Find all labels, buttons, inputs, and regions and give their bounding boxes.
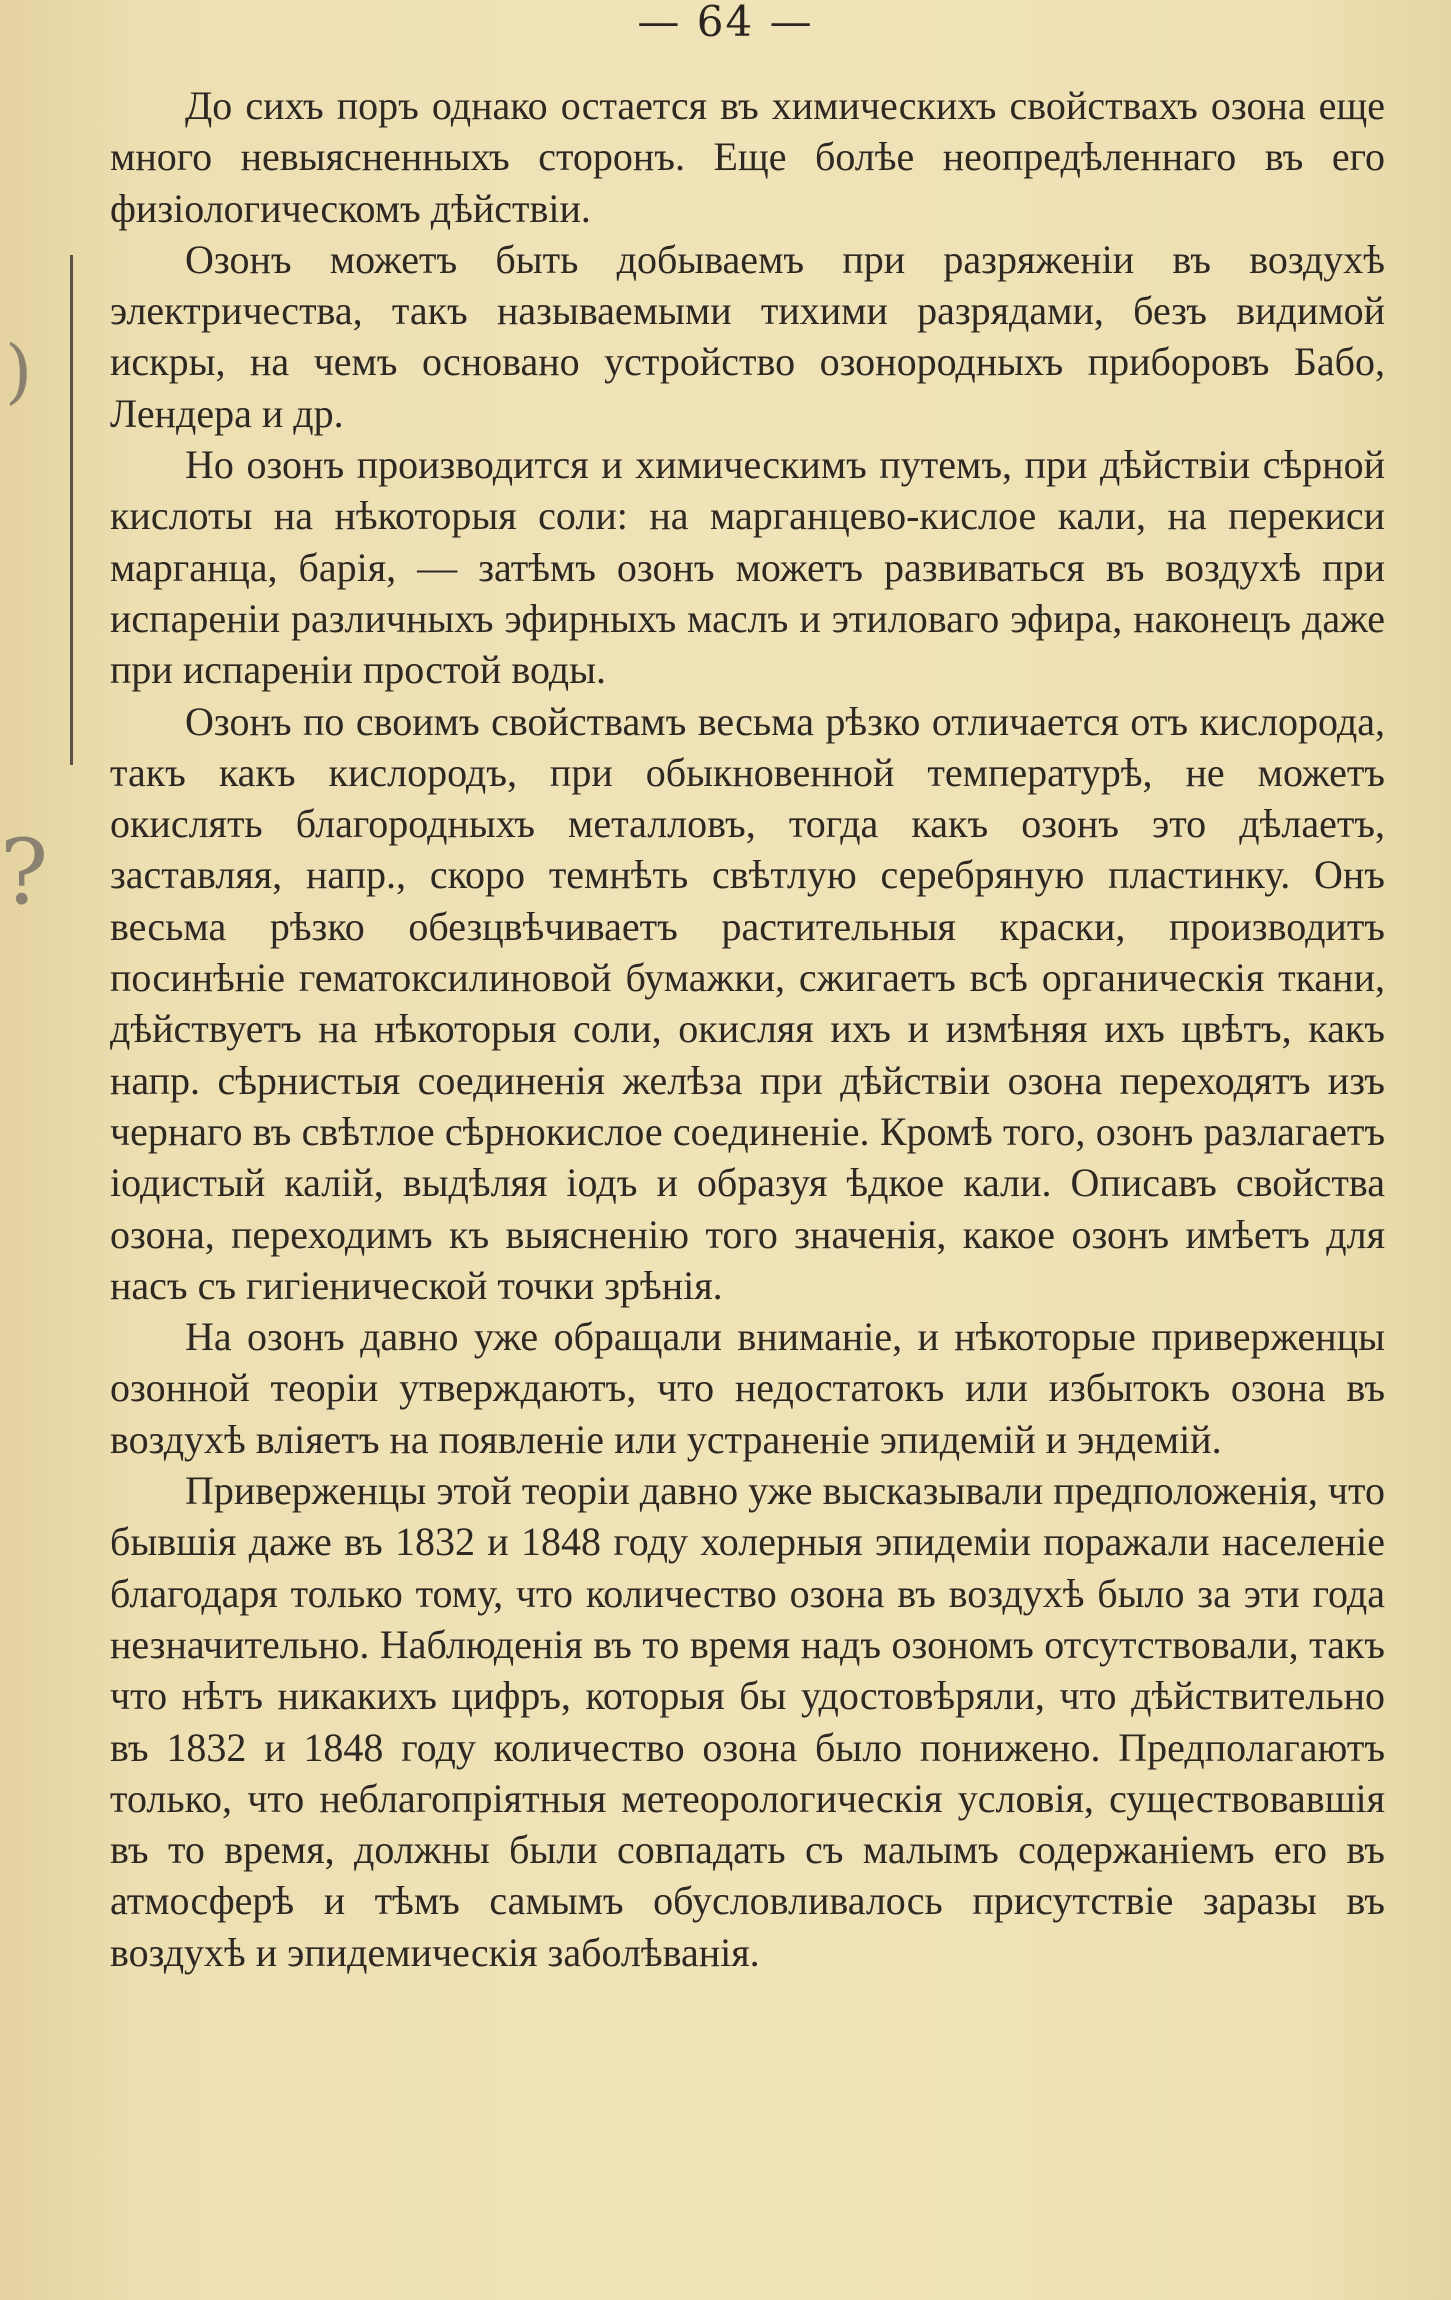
margin-pencil-line bbox=[70, 255, 73, 765]
paragraph: Но озонъ производится и химическимъ путемъ, при дѣйствіи сѣрной кислоты на нѣкоторыя соли: на марганцево-кислое кали, на перекиси марганца, барія, — затѣмъ озонъ можетъ развиваться въ воздухѣ при испареніи различныхъ эфирныхъ маслъ и этиловаго эфира, наконецъ даже при испареніи простой воды. bbox=[110, 442, 1385, 693]
margin-pencil-mark: ) bbox=[5, 330, 33, 412]
paragraph: На озонъ давно уже обращали вниманіе, и нѣкоторые приверженцы озонной теоріи утверждаютъ, что недостатокъ или избытокъ озона въ воздухѣ вліяетъ на появленіе или устраненіе эпидемій и эндемій. bbox=[110, 1314, 1385, 1462]
paragraph: Озонъ можетъ быть добываемъ при разряженіи въ воздухѣ электричества, такъ называемыми тихими разрядами, безъ видимой искры, на чемъ основано устройство озонородныхъ приборовъ Бабо, Лендера и др. bbox=[110, 236, 1385, 436]
body-text bbox=[110, 80, 1385, 1978]
paragraph: Озонъ по своимъ свойствамъ весьма рѣзко отличается отъ кислорода, такъ какъ кислородъ, при обыкновенной температурѣ, не можетъ окислять благородныхъ металловъ, тогда какъ озонъ это дѣлаетъ, заставляя, напр., скоро темнѣть свѣтлую серебряную пластинку. Онъ весьма рѣзко обезцвѣчиваетъ растительныя краски, производитъ посинѣніе гематоксилиновой бумажки, сжигаетъ всѣ органическія ткани, дѣйствуетъ на нѣкоторыя соли, окисляя ихъ и измѣняя ихъ цвѣтъ, какъ напр. сѣрнистыя соединенія желѣза при дѣйствіи озона переходятъ изъ чернаго въ свѣтлое сѣрнокислое соединеніе. Кромѣ того, озонъ разлагаетъ іодистый калій, выдѣляя іодъ и образуя ѣдкое кали. Описавъ свойства озона, переходимъ къ выясненію того значенія, какое озонъ имѣетъ для насъ съ гигіенической точки зрѣнія. bbox=[110, 698, 1385, 1308]
paragraph: Приверженцы этой теоріи давно уже высказывали предположенія, что бывшія даже въ 1832 и 1848 году холерныя эпидеміи поражали населеніе благодаря только тому, что количество озона въ воздухѣ было за эти года незначительно. Наблюденія въ то время надъ озономъ отсутствовали, такъ что нѣтъ никакихъ цифръ, которыя бы удостовѣряли, что дѣйствительно въ 1832 и 1848 году количество озона было понижено. Предполагаютъ только, что неблагопріятныя метеорологическія условія, существовавшія въ то время, должны были совпадать съ малымъ содержаніемъ его въ атмосферѣ и тѣмъ самымъ обусловливалось присутствіе заразы въ воздухѣ и эпидемическія заболѣванія. bbox=[110, 1468, 1385, 1975]
page-number: — 64 — bbox=[637, 0, 814, 46]
margin-pencil-mark: ? bbox=[0, 820, 49, 925]
paragraph: До сихъ поръ однако остается въ химическихъ свойствахъ озона еще много невыясненныхъ сторонъ. Еще болѣе неопредѣленнаго въ его физіологическомъ дѣйствіи. bbox=[110, 83, 1385, 231]
